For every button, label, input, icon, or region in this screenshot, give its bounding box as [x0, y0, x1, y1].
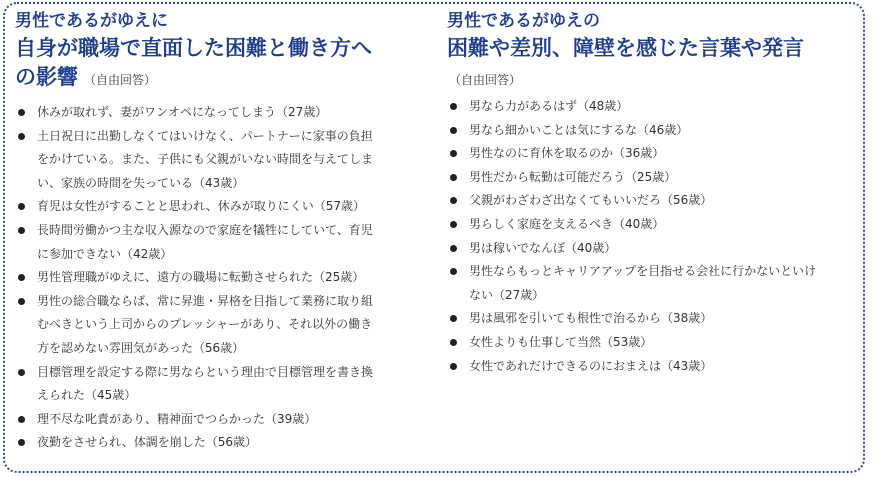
- list-item: [15, 431, 420, 455]
- bullet-icon: [18, 109, 25, 116]
- list-item: [15, 195, 420, 219]
- bullet-icon: [450, 174, 457, 181]
- bullet-icon: [450, 245, 457, 252]
- left-heading: [15, 34, 420, 95]
- bullet-icon: [450, 339, 457, 346]
- bullet-icon: [18, 416, 25, 423]
- list-item: [447, 142, 859, 166]
- list-item-text: 男は稼いでなんぼ（40歳）: [469, 240, 617, 255]
- list-item: [447, 119, 859, 143]
- bullet-icon: [18, 133, 25, 140]
- left-eyebrow: 男性であるがゆえに: [15, 11, 168, 31]
- list-item: [447, 189, 859, 213]
- list-item-text: むべきという上司からのプレッシャーがあり、それ以外の働き: [37, 317, 373, 332]
- list-item: [15, 219, 420, 266]
- list-item-text: 土日祝日に出勤しなくてはいけなく、パートナーに家事の負担: [37, 128, 373, 143]
- list-item-text: 女性よりも仕事して当然（53歳）: [469, 334, 653, 349]
- list-item-text: 男らしく家庭を支えるべき（40歳）: [469, 216, 665, 231]
- list-item-text: 男性だから転勤は可能だろう（25歳）: [469, 169, 677, 184]
- list-item-text: えられた（45歳）: [37, 388, 137, 403]
- bullet-icon: [18, 298, 25, 305]
- list-item-text: 目標管理を設定する際に男ならという理由で目標管理を書き換: [37, 364, 374, 379]
- list-item-text: 育児は女性がすることと思われ、休みが取りにくい（57歳）: [37, 199, 365, 214]
- list-item: [15, 125, 420, 196]
- list-item-text: 理不尽な叱責があり、精神面でつらかった（39歳）: [37, 411, 317, 426]
- list-item: [15, 266, 420, 290]
- bullet-icon: [450, 363, 457, 370]
- list-item-text: 男は風邪を引いても根性で治るから（38歳）: [469, 311, 713, 326]
- bullet-icon: [18, 274, 25, 281]
- list-item-text: 長時間労働かつ主な収入源なので家庭を犠牲にしていて、育児: [37, 222, 373, 237]
- list-item-text: 男なら細かいことは気にするな（46歳）: [469, 122, 689, 137]
- bullet-icon: [450, 268, 457, 275]
- list-item-text: をかけている。また、子供にも父親がいない時間を与えてしま: [37, 152, 374, 167]
- list-item-text: 男性の総合職ならば、常に昇進・昇格を目指して業務に取り組: [37, 293, 374, 308]
- left-column: [15, 10, 420, 455]
- list-item: [447, 213, 859, 237]
- list-item: [447, 166, 859, 190]
- list-item-text: い、家族の時間を失っている（43歳）: [37, 175, 245, 190]
- list-item-text: 父親がわざわざ出なくてもいいだろ（56歳）: [469, 193, 713, 208]
- left-note: （自由回答）: [84, 73, 157, 87]
- list-item: [447, 237, 859, 261]
- list-item-text: 女性であれだけできるのにおまえは（43歳）: [469, 358, 713, 373]
- list-item: [447, 260, 859, 307]
- right-list: [447, 95, 859, 378]
- list-item-text: 男性管理職がゆえに、遠方の職場に転勤させられた（25歳）: [37, 270, 365, 285]
- left-heading-line1: 自身が職場で直面した困難と働き方へ: [15, 36, 372, 60]
- bullet-icon: [18, 439, 25, 446]
- right-note: （自由回答）: [449, 73, 522, 87]
- right-column: [447, 10, 859, 378]
- list-item-text: 夜勤をさせられ、体調を崩した（56歳）: [37, 435, 257, 450]
- right-heading: 困難や差別、障壁を感じた言葉や発言: [447, 36, 804, 60]
- bullet-icon: [450, 127, 457, 134]
- list-item: [447, 331, 859, 355]
- bullet-icon: [450, 197, 457, 204]
- list-item: [15, 290, 420, 361]
- list-item: [447, 355, 859, 379]
- list-item-text: 方を認めない雰囲気があった（56歳）: [37, 340, 245, 355]
- list-item: [15, 101, 420, 125]
- list-item: [15, 408, 420, 432]
- bullet-icon: [18, 227, 25, 234]
- list-item: [447, 95, 859, 119]
- list-item: [447, 307, 859, 331]
- bullet-icon: [18, 369, 25, 376]
- list-item-text: 休みが取れず、妻がワンオペになってしまう（27歳）: [37, 105, 328, 119]
- list-item-text: に参加できない（42歳）: [37, 246, 173, 261]
- left-heading-line2-wrap: [15, 63, 420, 95]
- bullet-icon: [450, 150, 457, 157]
- list-item-text: ない（27歳）: [469, 287, 545, 302]
- list-item-text: 男なら力があるはず（48歳）: [469, 99, 629, 113]
- left-list: [15, 101, 420, 455]
- bullet-icon: [450, 221, 457, 228]
- list-item: [15, 361, 420, 408]
- list-item-text: 男性なのに育休を取るのか（36歳）: [469, 146, 665, 161]
- list-item-text: 男性ならもっとキャリアアップを目指せる会社に行かないといけ: [469, 264, 817, 279]
- bullet-icon: [18, 203, 25, 210]
- bullet-icon: [450, 103, 457, 110]
- right-eyebrow: 男性であるがゆえの: [447, 11, 600, 31]
- bullet-icon: [450, 315, 457, 322]
- left-heading-line2: の影響: [15, 65, 78, 89]
